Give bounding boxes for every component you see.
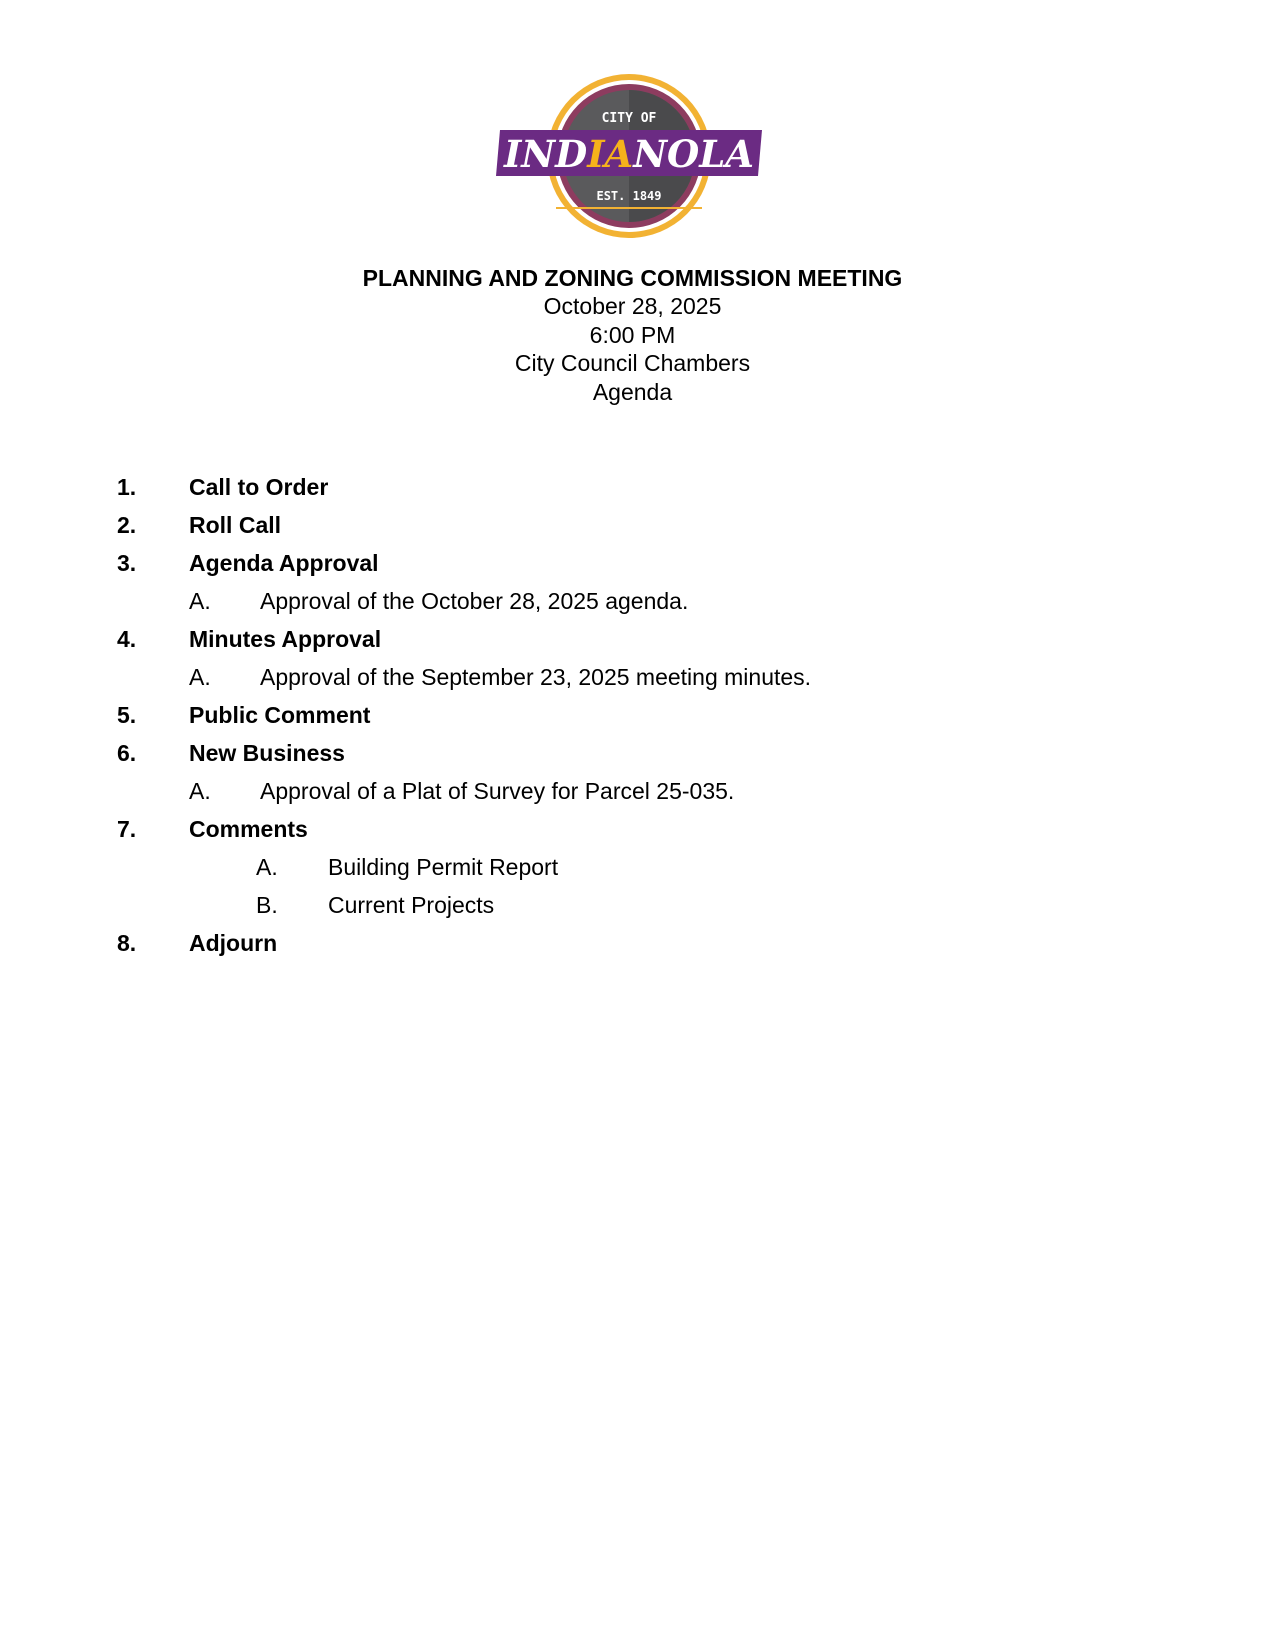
agenda-item-label: Roll Call (189, 512, 282, 538)
logo-bottom-text: EST. 1849 (596, 189, 662, 203)
document-type: Agenda (592, 378, 673, 405)
agenda-subitem-label: Building Permit Report (328, 854, 559, 880)
agenda-subitem-label: Approval of the October 28, 2025 agenda. (260, 588, 689, 614)
agenda-item-number: 4. (117, 626, 137, 652)
agenda-item-label: Adjourn (189, 930, 278, 956)
agenda-item-number: 7. (117, 816, 137, 842)
logo-top-text: CITY OF (601, 111, 657, 126)
agenda-item-label: Comments (189, 816, 308, 842)
agenda-subitem-letter: A. (256, 854, 278, 880)
meeting-title: PLANNING AND ZONING COMMISSION MEETING (362, 265, 903, 291)
meeting-date: October 28, 2025 (543, 293, 722, 319)
agenda-item-number: 2. (117, 512, 137, 538)
agenda-item-label: Agenda Approval (189, 550, 379, 576)
logo-name-highlight: IA (587, 132, 634, 176)
agenda-subitem-label: Approval of a Plat of Survey for Parcel 25-035. (260, 778, 735, 804)
agenda-item-label: New Business (189, 740, 345, 766)
agenda-subitem-letter: A. (189, 588, 211, 614)
agenda-item-number: 3. (117, 550, 137, 576)
agenda-item-label: Minutes Approval (189, 626, 382, 652)
agenda-item-number: 5. (117, 702, 137, 728)
agenda-subitem-letter: A. (189, 778, 211, 804)
logo-name-left: IND (503, 132, 588, 176)
agenda-item-number: 8. (117, 930, 137, 956)
agenda-item-number: 1. (117, 474, 137, 500)
agenda-subitem-letter: A. (189, 664, 211, 690)
agenda-subitem-letter: B. (256, 892, 278, 918)
logo-name-right: NOLA (633, 132, 755, 176)
agenda-subitem-label: Current Projects (328, 892, 495, 918)
agenda-subitem-label: Approval of the September 23, 2025 meeting minutes. (260, 664, 812, 690)
agenda-item-number: 6. (117, 740, 137, 766)
meeting-location: City Council Chambers (514, 350, 751, 376)
meeting-time: 6:00 PM (589, 321, 676, 348)
agenda-item-label: Call to Order (189, 474, 329, 500)
agenda-item-label: Public Comment (189, 702, 371, 728)
